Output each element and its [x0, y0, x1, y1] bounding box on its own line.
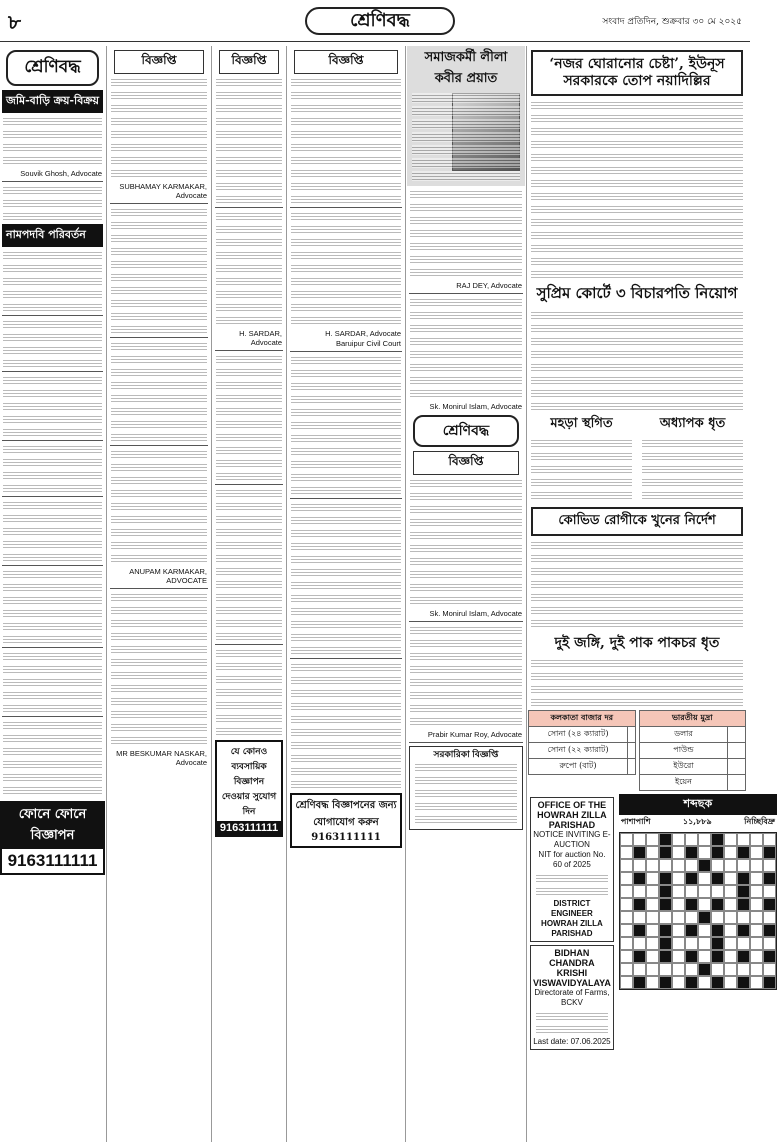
- lead-story: [531, 50, 743, 96]
- crossword-cell[interactable]: [698, 976, 711, 989]
- phone-ad-box: [0, 801, 105, 875]
- crossword-cell[interactable]: [672, 859, 685, 872]
- crossword-cell: [633, 976, 646, 989]
- crossword-cell: [659, 937, 672, 950]
- ad-signature: Souvik Ghosh, Advocate: [20, 169, 102, 178]
- crossword-cell[interactable]: [633, 885, 646, 898]
- promo-text: যে কোনও ব্যবসায়িক বিজ্ঞাপন দেওয়ার সুযোগ দিন: [221, 747, 277, 817]
- crossword-cell[interactable]: [633, 911, 646, 924]
- crossword-cell[interactable]: [698, 833, 711, 846]
- crossword-cell[interactable]: [750, 898, 763, 911]
- crossword-cell[interactable]: [698, 885, 711, 898]
- crossword-cell[interactable]: [711, 885, 724, 898]
- crossword-cell[interactable]: [724, 911, 737, 924]
- crossword-cell: [659, 898, 672, 911]
- crossword-cell[interactable]: [685, 885, 698, 898]
- notice-tag: বিজ্ঞপ্তি: [114, 50, 204, 74]
- crossword-cell: [711, 950, 724, 963]
- currency-name: ডলার: [639, 727, 728, 743]
- column-5: [407, 46, 525, 1142]
- crossword-cell[interactable]: [659, 963, 672, 976]
- ad-signature: Sk. Monirul Islam, Advocate: [429, 609, 522, 618]
- crossword-cell[interactable]: [646, 937, 659, 950]
- drill-headline: মহড়া স্থগিত: [550, 416, 613, 431]
- crossword-cell[interactable]: [763, 885, 776, 898]
- crossword-cell: [711, 846, 724, 859]
- crossword-cell[interactable]: [711, 911, 724, 924]
- crossword-cell[interactable]: [750, 885, 763, 898]
- crossword-cell[interactable]: [737, 859, 750, 872]
- crossword-cell: [711, 898, 724, 911]
- crossword-cell[interactable]: [750, 833, 763, 846]
- crossword-cell[interactable]: [711, 963, 724, 976]
- crossword-cell[interactable]: [646, 976, 659, 989]
- crossword-cell[interactable]: [672, 872, 685, 885]
- crossword-cell: [711, 872, 724, 885]
- crossword-cell: [698, 911, 711, 924]
- phone-ad-title: ফোনে ফোনে বিজ্ঞাপন: [2, 803, 103, 849]
- crossword-cell[interactable]: [750, 950, 763, 963]
- crossword-cell[interactable]: [750, 963, 763, 976]
- currency-value: [728, 727, 746, 743]
- crossword-cell: [685, 924, 698, 937]
- market-title: কলকাতা বাজার দর: [529, 711, 636, 727]
- professor-headline: অধ্যাপক ধৃত: [659, 416, 726, 431]
- bckv-notice-line2: Last date: 07.06.2025: [533, 1037, 611, 1046]
- crossword-cell[interactable]: [724, 872, 737, 885]
- news-column: [528, 46, 775, 1142]
- classified-column-2: [108, 46, 210, 1142]
- crossword-cell[interactable]: [737, 833, 750, 846]
- currency-name: পাউন্ড: [639, 743, 728, 759]
- crossword-cell: [711, 924, 724, 937]
- crossword-box: [619, 794, 777, 1053]
- market-price: [628, 743, 636, 759]
- crossword-cell[interactable]: [724, 898, 737, 911]
- crossword-cell[interactable]: [672, 924, 685, 937]
- crossword-cell[interactable]: [672, 833, 685, 846]
- crossword-cell: [659, 976, 672, 989]
- zp-notice-title: OFFICE OF THE HOWRAH ZILLA PARISHAD: [537, 800, 607, 830]
- currency-value: [728, 759, 746, 775]
- crossword-cell[interactable]: [672, 898, 685, 911]
- promo-box: [215, 740, 283, 837]
- crossword-cell[interactable]: [672, 937, 685, 950]
- crossword-cell[interactable]: [646, 859, 659, 872]
- crossword-cell[interactable]: [737, 937, 750, 950]
- crossword-cell: [737, 950, 750, 963]
- crossword-cell[interactable]: [672, 911, 685, 924]
- crossword-cell[interactable]: [620, 963, 633, 976]
- market-box: [528, 710, 636, 791]
- crossword-cell[interactable]: [724, 976, 737, 989]
- covid-headline: কোভিড রোগীকে খুনের নির্দেশ: [558, 513, 716, 528]
- crossword-cell[interactable]: [763, 911, 776, 924]
- promo-box: শ্রেণিবদ্ধ বিজ্ঞাপনের জন্য যোগাযোগ করুন 9163111111: [290, 793, 402, 848]
- ad-signature: SUBHAMAY KARMAKAR, Advocate: [119, 182, 207, 200]
- crossword-cell: [659, 846, 672, 859]
- notice-tag: বিজ্ঞপ্তি: [413, 451, 519, 475]
- crossword-cell[interactable]: [724, 846, 737, 859]
- crossword-cell[interactable]: [633, 833, 646, 846]
- crossword-cell[interactable]: [646, 924, 659, 937]
- crossword-cell[interactable]: [685, 833, 698, 846]
- crossword-cell[interactable]: [724, 859, 737, 872]
- crossword-cell: [763, 846, 776, 859]
- crossword-cell: [685, 976, 698, 989]
- classified-column-4: [288, 46, 404, 1142]
- crossword-cell: [737, 872, 750, 885]
- crossword-across-label: পাশাপাশি: [620, 816, 651, 826]
- crossword-cell: [633, 846, 646, 859]
- crossword-cell[interactable]: [750, 859, 763, 872]
- zp-notice-line2: NIT for auction No. 60 of 2025: [538, 850, 606, 869]
- ad-signature-court: Baruipur Civil Court: [335, 339, 401, 348]
- crossword-cell: [685, 950, 698, 963]
- crossword-cell[interactable]: [724, 924, 737, 937]
- classified-column-1: [0, 46, 105, 1142]
- market-price: [628, 759, 636, 775]
- crossword-cell[interactable]: [620, 950, 633, 963]
- crossword-cell[interactable]: [698, 872, 711, 885]
- crossword-cell: [763, 898, 776, 911]
- crossword-cell[interactable]: [737, 911, 750, 924]
- crossword-cell[interactable]: [672, 963, 685, 976]
- section-masthead: শ্রেণিবদ্ধ: [305, 7, 455, 35]
- crossword-cell: [659, 950, 672, 963]
- zp-notice-line1: NOTICE INVITING E-AUCTION: [533, 830, 611, 849]
- crossword-cell: [633, 950, 646, 963]
- crossword-down-label: নিচ্ছিবিদ্রু: [744, 816, 775, 826]
- zilla-parishad-notice: [530, 797, 614, 942]
- crossword-cell[interactable]: [698, 846, 711, 859]
- market-item: রুপো (বাট): [529, 759, 628, 775]
- crossword-cell[interactable]: [672, 976, 685, 989]
- dateline: সংবাদ প্রতিদিন, শুক্রবার ৩০ মে ২০২৫: [602, 17, 742, 27]
- crossword-title: শব্দছক: [619, 794, 777, 815]
- crossword-cell[interactable]: [633, 859, 646, 872]
- notice-tag: বিজ্ঞপ্তি: [219, 50, 279, 74]
- currency-title: ভারতীয় মুদ্রা: [639, 711, 746, 727]
- crossword-cell[interactable]: [724, 950, 737, 963]
- crossword-cell[interactable]: [685, 859, 698, 872]
- crossword-cell[interactable]: [659, 859, 672, 872]
- crossword-cell: [659, 833, 672, 846]
- crossword-cell: [633, 872, 646, 885]
- notice-tag: বিজ্ঞপ্তি: [294, 50, 398, 74]
- crossword-cell[interactable]: [672, 950, 685, 963]
- crossword-cell: [763, 976, 776, 989]
- crossword-cell[interactable]: [711, 859, 724, 872]
- crossword-cell: [698, 859, 711, 872]
- bckv-notice-title: BIDHAN CHANDRA KRISHI VISWAVIDYALAYA: [533, 948, 611, 988]
- crossword-cell[interactable]: [633, 963, 646, 976]
- crossword-cell[interactable]: [620, 976, 633, 989]
- drill-story: [528, 414, 635, 503]
- professor-story: [639, 414, 746, 503]
- section-heading-classifieds: শ্রেণিবদ্ধ: [6, 50, 99, 86]
- crossword-cell[interactable]: [724, 937, 737, 950]
- crossword-cell: [659, 885, 672, 898]
- crossword-cell[interactable]: [620, 898, 633, 911]
- crossword-cell: [763, 924, 776, 937]
- bckv-notice-line1: Directorate of Farms, BCKV: [534, 988, 610, 1007]
- crossword-cell[interactable]: [724, 963, 737, 976]
- crossword-cell[interactable]: [646, 833, 659, 846]
- phone-ad-number: 9163111111: [7, 851, 98, 870]
- ad-signature: ANUPAM KARMAKAR, ADVOCATE: [129, 567, 207, 585]
- currency-box: [639, 710, 747, 791]
- govt-notice-heading: সরকারিকা বিজ্ঞপ্তি: [433, 749, 499, 759]
- crossword-cell[interactable]: [750, 924, 763, 937]
- ad-signature: H. SARDAR, Advocate: [239, 329, 282, 347]
- ad-signature: MR BESKUMAR NASKAR, Advocate: [116, 749, 207, 767]
- market-price: [628, 727, 636, 743]
- crossword-cell[interactable]: [750, 911, 763, 924]
- covid-story: [531, 507, 743, 536]
- crossword-cell[interactable]: [646, 950, 659, 963]
- currency-name: ইয়েন: [639, 775, 728, 791]
- crossword-cell[interactable]: [646, 963, 659, 976]
- crossword-cell[interactable]: [620, 846, 633, 859]
- bckv-notice: [530, 945, 614, 1050]
- crossword-cell[interactable]: [685, 937, 698, 950]
- crossword-cell: [711, 937, 724, 950]
- crossword-cell: [685, 898, 698, 911]
- crossword-cell[interactable]: [763, 937, 776, 950]
- crossword-cell: [711, 976, 724, 989]
- crossword-grid[interactable]: [619, 832, 777, 990]
- crossword-cell[interactable]: [620, 885, 633, 898]
- crossword-cell: [685, 846, 698, 859]
- crossword-cell[interactable]: [620, 833, 633, 846]
- crossword-cell: [711, 833, 724, 846]
- crossword-cell[interactable]: [646, 846, 659, 859]
- crossword-cell[interactable]: [646, 885, 659, 898]
- crossword-cell: [659, 872, 672, 885]
- crossword-cell[interactable]: [724, 885, 737, 898]
- crossword-cell[interactable]: [698, 937, 711, 950]
- property-sale-heading: জমি-বাড়ি ক্রয়-বিক্রয়: [2, 90, 103, 113]
- currency-value: [728, 743, 746, 759]
- market-item: সোনা (২৪ ক্যারাট): [529, 727, 628, 743]
- crossword-cell: [737, 976, 750, 989]
- page-number: ৮: [8, 10, 21, 34]
- ad-signature: Sk. Monirul Islam, Advocate: [429, 402, 522, 411]
- crossword-cell[interactable]: [750, 937, 763, 950]
- promo-number: 9163111111: [217, 821, 281, 835]
- currency-name: ইউরো: [639, 759, 728, 775]
- crossword-cell[interactable]: [750, 976, 763, 989]
- crossword-cell[interactable]: [737, 963, 750, 976]
- crossword-number: ১১,৮৮৯: [682, 816, 712, 826]
- crossword-cell[interactable]: [672, 885, 685, 898]
- crossword-cell[interactable]: [646, 898, 659, 911]
- ad-signature: H. SARDAR, Advocate: [325, 329, 401, 338]
- crossword-cell: [685, 872, 698, 885]
- classified-column-3: [213, 46, 285, 1142]
- ad-signature: RAJ DEY, Advocate: [456, 281, 522, 290]
- obituary-headline: সমাজকর্মী লীলা কবীর প্রয়াত: [424, 50, 508, 86]
- page-header: [0, 0, 750, 42]
- lead-headline: ‘নজর ঘোরানোর চেষ্টা’, ইউনূস সরকারকে তোপ নয়াদিল্লির: [549, 56, 725, 89]
- crossword-cell: [737, 898, 750, 911]
- crossword-cell: [698, 963, 711, 976]
- crossword-cell[interactable]: [620, 937, 633, 950]
- crossword-cell[interactable]: [620, 911, 633, 924]
- crossword-cell[interactable]: [659, 911, 672, 924]
- crossword-cell[interactable]: [698, 898, 711, 911]
- govt-notice: [409, 746, 523, 830]
- crossword-cell[interactable]: [620, 859, 633, 872]
- name-change-heading: নামপদবি পরিবর্তন: [2, 224, 103, 247]
- crossword-cell[interactable]: [685, 911, 698, 924]
- supreme-court-headline: সুপ্রিম কোর্টে ৩ বিচারপতি নিয়োগ: [536, 284, 738, 302]
- crossword-cell[interactable]: [620, 924, 633, 937]
- militant-headline: দুই জঙ্গি, দুই পাক পাকচর ধৃত: [554, 635, 720, 651]
- section-heading-classifieds: শ্রেণিবদ্ধ: [413, 415, 519, 447]
- crossword-cell: [659, 924, 672, 937]
- crossword-cell: [633, 924, 646, 937]
- crossword-cell[interactable]: [724, 833, 737, 846]
- crossword-cell: [737, 885, 750, 898]
- crossword-cell: [737, 924, 750, 937]
- crossword-cell[interactable]: [698, 924, 711, 937]
- crossword-cell[interactable]: [763, 963, 776, 976]
- crossword-cell[interactable]: [763, 859, 776, 872]
- zp-notice-issuer: DISTRICT ENGINEER HOWRAH ZILLA PARISHAD: [541, 899, 603, 938]
- crossword-cell: [633, 898, 646, 911]
- crossword-cell[interactable]: [750, 846, 763, 859]
- crossword-cell: [737, 846, 750, 859]
- crossword-cell[interactable]: [685, 963, 698, 976]
- crossword-cell[interactable]: [620, 872, 633, 885]
- crossword-cell: [763, 872, 776, 885]
- crossword-cell: [763, 950, 776, 963]
- crossword-cell[interactable]: [698, 950, 711, 963]
- currency-value: [728, 775, 746, 791]
- ad-signature: Prabir Kumar Roy, Advocate: [427, 730, 522, 739]
- crossword-cell[interactable]: [646, 872, 659, 885]
- crossword-cell[interactable]: [763, 833, 776, 846]
- crossword-cell[interactable]: [646, 911, 659, 924]
- market-item: সোনা (২২ ক্যারাট): [529, 743, 628, 759]
- crossword-cell[interactable]: [672, 846, 685, 859]
- crossword-cell[interactable]: [750, 872, 763, 885]
- crossword-cell[interactable]: [633, 937, 646, 950]
- obituary-box: [407, 46, 525, 186]
